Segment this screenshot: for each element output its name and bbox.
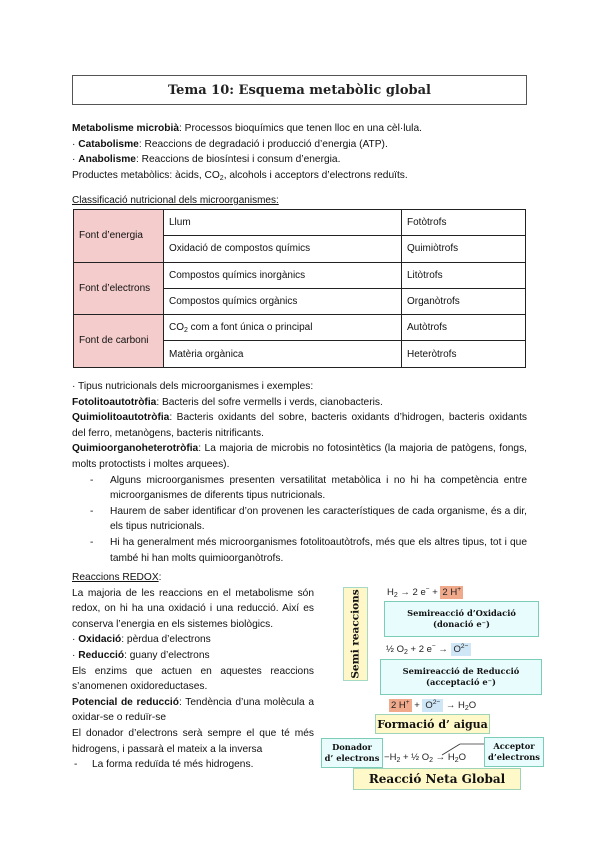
productes-line [72,168,422,184]
eq-part: ½ [411,752,420,763]
oxidation-box [384,601,539,637]
acceptor-label: d’electrons [488,752,540,762]
superscript: 2− [432,699,441,706]
eq-part: + [411,700,423,711]
redox-paragraph: La majoria de les reaccions en el metabolisme són redox, on hi ha una oxidació i una reducció. Així es conserva l’energia en els sistemes biològics. [72,587,314,630]
subscript: 2 [429,757,434,764]
dash-marker: - [90,505,94,517]
nutritional-classification-table [73,209,526,368]
subscript: 2 [396,757,401,764]
bullet-item [90,535,527,566]
eq-part: + 2 e [407,644,432,655]
acceptor-connector-line [440,740,490,756]
reduccio-line [72,648,314,664]
eq-part: → H [433,752,455,763]
reduction-box-sub: (acceptació e⁻) [426,677,496,687]
bullet-dot: · [72,154,79,166]
catabolisme-line [72,137,422,153]
oxide-highlight [422,699,443,712]
bullet-item [72,757,314,773]
nutritional-types-section [72,379,527,566]
source-cell: Oxidació de compostos químics [164,236,402,262]
water-equation [389,700,476,711]
acceptor-box [484,737,544,767]
semi-reaccions-text: Semi reaccions [349,589,362,679]
donador-paragraph: El donador d’electrons serà sempre el que té més hidrogens, i passarà el mateix a la inversa [72,727,314,755]
superscript: + [457,586,461,593]
eq-part: O [458,752,466,763]
eq-part: H [389,752,397,763]
reduction-equation [386,644,471,655]
eq-part: → H [443,700,465,711]
subscript: 2 [464,705,469,712]
eq-part: 2 H [442,587,458,598]
redox-heading-text: Reaccions REDOX [72,572,159,583]
source-cell: Compostos químics inorgànics [164,262,402,288]
oxidation-equation [387,587,463,598]
enzyms-paragraph: Els enzims que actuen en aquestes reaccions s’anomenen oxidoreductases. [72,665,314,693]
type-term: Quimioorganoheterotròfia [72,443,199,455]
bullet-text: Alguns microorganismes presenten versatilitat metabòlica i no hi ha competència entre microorganismes de diferents tipus nutricionals. [110,474,527,502]
potencial-paragraph [72,695,314,726]
acceptor-label: Acceptor [493,741,535,751]
superscript: 2− [460,643,469,650]
water-formation-label: Formació d’ aigua [377,717,488,731]
term-reduccio: Reducció [78,649,125,661]
def-potencial: : Tendència d’una molècula a oxidar-se o reduïr-se [72,696,314,724]
page-title: Tema 10: Esquema metabòlic global [167,82,431,98]
def-oxidacio: : pèrdua d’electrons [121,634,211,646]
net-reaction-box [353,768,521,790]
dash-marker: - [74,759,78,771]
anabolisme-line [72,152,422,168]
oxide-highlight [451,643,472,656]
eq-part: O [453,644,461,655]
eq-part: + [429,587,441,598]
def-catabolisme: : Reaccions de degradació i producció d’energia (ATP). [138,138,388,150]
redox-section [72,570,314,773]
term-oxidacio: Oxidació [78,634,122,646]
type-term: Fotolitoautotròfia [72,396,157,408]
table-row [74,210,526,236]
type-item [72,410,527,441]
colon: : [158,572,162,583]
dash-marker: - [90,536,94,548]
eq-part: O [393,644,404,655]
type-def: : La majoria de microbis no fotosintètics (la majoria de patògens, fongs, molts protoctists i moltes arquees). [72,443,527,470]
eq-part: H [387,587,394,598]
oxidation-box-sub: (donació e⁻) [433,619,490,629]
type-item [72,441,527,472]
semi-reaccions-label [343,587,368,681]
page-title-box [72,75,527,105]
donor-box [321,738,383,768]
def-reduccio: : guany d’electrons [124,649,210,661]
subscript: 2 [393,592,398,599]
dash-marker: - [90,474,94,486]
oxidacio-line [72,632,314,648]
type-cell: Heteròtrofs [402,341,526,367]
type-def: : Bacteris oxidants del sobre, bacteris oxidants d’hidrogen, bacteris oxidants del ferro, metanògens, bacteris nitrificants. [72,412,527,439]
bullet-text: La forma reduïda té més hidrogens. [92,759,254,771]
subscript: 2 [184,327,188,335]
metabolisme-line [72,121,422,137]
donor-label: Donador [332,742,372,752]
redox-heading [72,570,314,586]
subscript: 2 [454,757,459,764]
subscript: 2 [403,649,408,656]
reduction-box-title: Semireacció de Reducció [402,666,520,676]
type-item [72,395,527,411]
eq-part: O [425,700,433,711]
protons-highlight [440,586,463,599]
term-catabolisme: Catabolisme [78,138,139,150]
def-metabolisme: : Processos bioquímics que tenen lloc en una cèl·lula. [179,123,422,134]
eq-part: + [400,752,412,763]
superscript: − [425,586,430,593]
water-formation-box [375,714,490,734]
category-cell: Font d’electrons [74,262,164,315]
term-anabolisme: Anabolisme [78,154,136,166]
types-heading: · Tipus nutricionals dels microorganismes i exemples: [72,381,314,392]
type-cell: Fotòtrofs [402,210,526,236]
def-anabolisme: : Reaccions de biosíntesi i consum d’energia. [135,154,341,166]
oxidation-box-title: Semireacció d’Oxidació [407,608,516,618]
source-text: com a font única o principal [187,322,313,334]
type-def: : Bacteris del sofre vermells i verds, cianobacteris. [156,396,383,408]
bullet-item [90,473,527,504]
source-cell [164,315,402,341]
net-reaction-label: Reacció Neta Global [368,772,506,786]
subscript: 2 [219,174,224,182]
reduction-box [380,659,542,695]
eq-part: → 2 e [397,587,426,598]
type-cell: Organòtrofs [402,288,526,314]
category-cell: Font d’energia [74,210,164,263]
productes-text: Productes metabòlics: àcids, CO [72,169,220,181]
bullet-dot: · [72,634,79,646]
eq-part: 2 H [391,700,406,711]
bullet-text: Haurem de saber identificar d’on provenen les característiques de cada organisme, és a dir, els tipus nutricionals. [110,505,527,533]
category-cell: Font de carboni [74,315,164,368]
eq-part: O [468,700,477,711]
term-metabolisme: Metabolisme microbià [72,123,179,134]
source-cell: Compostos químics orgànics [164,288,402,314]
table-row [74,262,526,288]
bullet-item [90,504,527,535]
type-cell: Autòtrofs [402,315,526,341]
term-potencial: Potencial de reducció [72,696,179,708]
eq-part: → [435,644,451,655]
intro-section [72,121,422,183]
type-cell: Quimiòtrofs [402,236,526,262]
type-cell: Litòtrofs [402,262,526,288]
type-term: Quimiolitoautotròfia [72,412,170,424]
bullet-text: Hi ha generalment més microorganismes fotolitoautòtrofs, més que els altres tipus, tot i que també hi han molts quimioorganòtrofs. [110,536,527,564]
types-bullets [72,473,527,567]
table-caption: Classificació nutricional dels microorganismes: [72,195,279,206]
protons-highlight [389,699,412,712]
superscript: − [431,643,436,650]
bullet-dot: · [72,138,79,150]
superscript: + [405,699,410,706]
source-cell: Matèria orgànica [164,341,402,367]
connector-dash: − [384,752,390,763]
table-row [74,315,526,341]
source-text: CO [169,322,184,334]
bullet-dot: · [72,649,79,661]
eq-part: O [419,752,430,763]
productes-text: , alcohols i acceptors d’electrons reduïts. [223,169,408,181]
donor-label: d’ electrons [324,753,380,763]
source-cell: Llum [164,210,402,236]
eq-part: ½ [386,644,394,655]
